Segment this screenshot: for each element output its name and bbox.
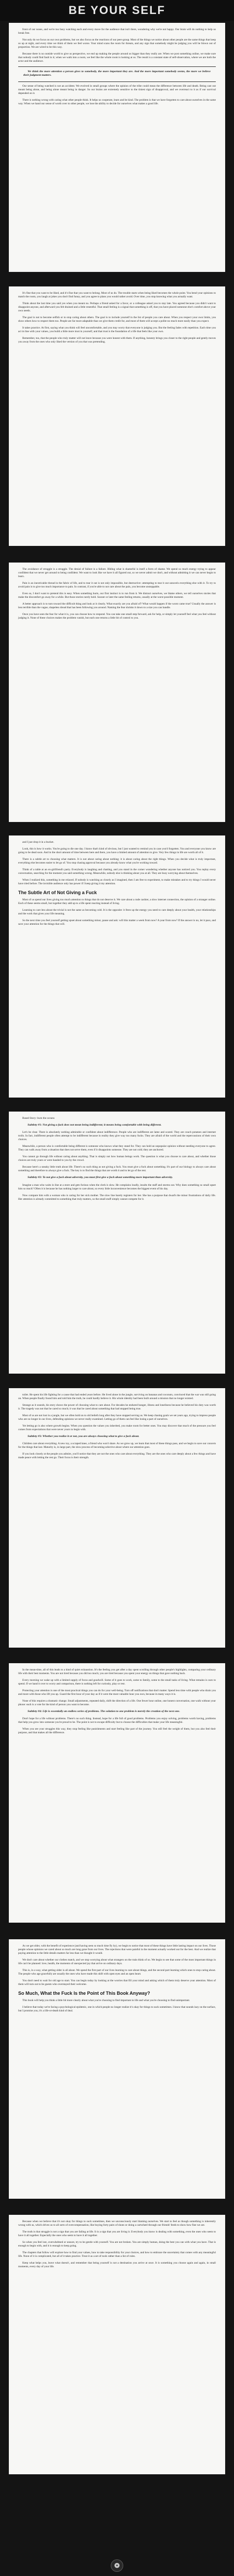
pull-quote: Subtlety #3: Whether you realize it or not, you are always choosing what to give a fuck about. [28, 1435, 139, 1438]
site-header [0, 0, 234, 21]
pull-quote: Subtlety #4: Life is essentially an endless series of problems. The solution to one problem is merely the creation of the next one. [28, 1710, 180, 1713]
divider [18, 66, 216, 67]
paragraph: Protecting your attention is one of the most practical things you can do for your well-being. Turn off notifications that don't matter. Spend less time with people who drain you and more with those who lift you up. Guard the first hour of your day as if it were the most valuable hour you own, because in many ways it is. [18, 1689, 216, 1696]
paragraph: We don't care about whether our clothes match, and we stop worrying about what strangers on the train think of us. We begin to see that some of the most important things in life can't be planned: love, health, the moments of unexpected joy that arrive on ordinary days. [18, 1958, 216, 1965]
paragraph: Think of a table at an ex-girlfriend's party. Everybody is laughing and chatting, and you stand in the corner wondering whether anyone has noticed you. You replay every conversation, searching for the moment you said something wrong. Meanwhile, nobody else is thinking about you at all. They are busy worrying about themselves. [18, 868, 216, 875]
paragraph: Every morning we wake up with a limited supply of focus and goodwill. Some of it goes to work, some to family, some to the small tasks of living. What remains is ours to spend. If we hand it over to worry and comparison, there is nothing left for curiosity, play or rest. [18, 1679, 216, 1686]
paragraph: Pain is an inextricable thread in the fabric of life, and to tear it out is not only impossible, but destructive: attempting to tear it out unravels everything else with it. To try to avoid pain is to give too much importance to pain. In contrast, if you're able to not care about the pain, you become unstoppable. [18, 582, 216, 588]
paragraph: It's fine that you want to be liked, and it's fine that you want to belong. Most of us do. The trouble starts when being liked becomes the whole point. You bend your opinions to match the room, you laugh at jokes you don't find funny, and you agree to plans you would rather avoid. Over time, you stop knowing what you actually want. [18, 292, 216, 298]
paragraph: front of our noses, and we're too busy watching each and every move for the audience that isn't there, wondering why we're not happy. Our brain will do nothing to help us break free. [18, 28, 216, 35]
paragraph: You don't need to wait for old age to start. You can begin today by looking at the worries that fill your mind and asking which of them truly deserve your attention. Most of them will turn out to be guests who overstayed their welcome. [18, 1979, 216, 1986]
book-page [9, 1939, 225, 2199]
paragraph: Learning to care less about the trivial is not the same as becoming cold. It is the opposite: it frees up the energy you need to care deeply about your health, your relationships and the work that gives your life meaning. [18, 909, 216, 915]
book-page [9, 563, 225, 822]
paragraph: Because here's a sneaky little truth about life. There's no such thing as not giving a fuck. You must give a fuck about something. It's part of our biology to always care about something and therefore to always give a fuck. The key is to find the things that are worth it and to let go of the rest. [18, 1166, 216, 1173]
paragraph: The goal is not to become selfish or to stop caring about others. The goal is to include yourself in the list of people you care about. When you respect your own limits, you show others how to respect them too. People are far more adaptable than we give them credit for, and most of them will accept a polite no much more easily than you expect. [18, 316, 216, 323]
paragraph: If you look closely at the people you admire, you'll notice that they are not the ones who care about everything. They are the ones who care deeply about a few things and have made peace with letting the rest go. Their focus is their strength. [18, 1453, 216, 1460]
site-title: BE YOUR SELF [68, 4, 166, 17]
paragraph: Imagine a man who waits in line at a store and gets furious when the clerk is slow. He complains loudly, insults the staff and storms out. Why does something so small upset him so much? Often it is because he has nothing larger to care about, so every little inconvenience becomes the biggest event of his day. [18, 1183, 216, 1190]
paragraph: So when you feel lost, overwhelmed or unsure, try to be gentle with yourself. You are not broken. You are simply human, doing the best you can with what you have. That is enough to begin with, and it is enough to keep going. [18, 2241, 216, 2248]
book-page [9, 23, 225, 272]
paragraph: Even so, I don't want to pretend this is easy. When something hurts, our first instinct is to run from it. We distract ourselves, we blame others, we tell ourselves stories that make the discomfort go away for a while. But those stories rarely hold. Sooner or later the same feeling returns, usually at the worst possible moment. [18, 592, 216, 599]
divider [18, 81, 216, 82]
section-heading: The Subtle Art of Not Giving a Fuck [18, 890, 97, 895]
paragraph: Not only do we focus on our own problems, but we also focus on the reactions of our peer-group. Most of the things we notice about other people are the same things that keep us up at night, and every time we think of them we feel worse. Your mind scans the room for threats, and any sign that somebody might be judging you will be blown out of proportion. We are wired to be this way. [18, 38, 216, 49]
paragraph: Based Story: burn the oceans [22, 1117, 55, 1120]
book-page [9, 835, 225, 1098]
paragraph: When you see your struggles this way, they stop feeling like punishments and start feeling like part of the journey. You still feel the weight of them, but you also feel their purpose, and that makes all the difference. [18, 1728, 216, 1735]
paragraph: toilet. He spent his life fighting for a cause that had ended years before. He lived alone in the jungle, surviving on bananas and coconuts, convinced that the war was still going on. When people finally found him and told him the truth, he could hardly believe it. His whole identity had been built around a mission that no longer existed. [18, 1393, 216, 1400]
paragraph: Children care about everything. A new toy, a scraped knee, a friend who won't share. As we grow up, we learn that most of these things pass, and we begin to save our concern for the things that last. Maturity is, in large part, the slow process of becoming selective about where our attention goes. [18, 1442, 216, 1449]
pull-quote: Subtlety #1: Not giving a fuck does not mean being indifferent; it means being comfortable with being different. [28, 1123, 162, 1127]
paragraph: The chapters that follow will explore how to find your values, how to take responsibility for your choices, and how to embrace the uncertainty that comes with any meaningful life. None of it is complicated, but all of it takes practice. Treat it as a set of tools rather than a list of rules. [18, 2251, 216, 2258]
paragraph: In the mean-time, all of this leads to a kind of quiet exhaustion. It's the feeling you get after a day spent scrolling through other people's highlights, comparing your ordinary life with their best moments. You are not tired because you did too much; you are tired because you spent your energy on things that gave nothing back. [18, 1668, 216, 1675]
paragraph: Our sense of being watched is not an accident. We evolved in small groups where the opinion of the tribe could mean the difference between life and death. Being cast out meant being alone, and being alone meant being in danger. So our brains are extremely sensitive to the tiniest sign of disapproval, and we overreact to it as if our survival depended on it. [18, 84, 216, 95]
paragraph: There is nothing wrong with caring what other people think. It helps us cooperate, learn and be kind. The problem is that we have forgotten to care about ourselves in the same way. When we hand our sense of worth over to other people, we lose the ability to decide for ourselves what makes a good life. [18, 98, 216, 105]
paragraph: So the next time you feel yourself getting upset about something minor, pause and ask: will this matter a week from now? A year from now? If the answer is no, let it pass, and save your attention for the things that will. [18, 919, 216, 926]
book-page [9, 1663, 225, 1923]
paragraph: As we get older, with the benefit of experience (and having seen so much time fly by), we begin to notice that most of these things have little lasting impact on our lives. Those people whose opinions we cared about so much are long gone from our lives. The rejections that were painful in the moment actually worked out for the best. And we realize that paying attention to the little details matters far less than we thought it would. [18, 1944, 216, 1955]
paragraph: Keep what helps you, leave what doesn't, and remember that being yourself is not a destination you arrive at once. It is something you choose again and again, in small moments, every day of your life. [18, 2262, 216, 2268]
book-page [9, 2215, 225, 2474]
paragraph: Look, this is how it works. You're going to die one day. I know that's kind of obvious, but I just wanted to remind you in case you'd forgotten. You and everyone you know are going to be dead soon. And in the short amount of time between here and there, you have a limited amount of attention to give. Very few things in life are worth all of it. [18, 847, 216, 854]
paragraph: Yet letting go is also where growth begins. When you question the values you inherited, you make room for better ones. You may discover that much of the pressure you feel comes from expectations that were never yours to begin with. [18, 1424, 216, 1431]
paragraph: This is, in a way, what getting older is all about. We spend the first part of our lives learning to care about things, and the second part learning which ones to stop caring about. The people who age gracefully are usually the ones who have made this shift with open eyes and an open heart. [18, 1969, 216, 1976]
paragraph: Most of us are not lost in a jungle, but we often hold on to old beliefs long after they have stopped serving us. We keep chasing goals we set years ago, trying to impress people who are no longer in our lives, defending opinions we never really examined. Letting go of them can feel like losing a part of ourselves. [18, 1414, 216, 1421]
paragraph: Think about the last time you said yes when you meant no. Perhaps a friend asked for a favor, or a colleague asked you to stay late. You agreed because you didn't want to disappoint anyone, and afterward you felt drained and a little resentful. That small feeling is a signal that something is off, that you have placed someone else's comfort above your own needs. [18, 302, 216, 312]
paragraph: Now compare him with a woman who is caring for her sick mother. The slow line barely registers for her. She has a purpose that dwarfs the minor frustrations of daily life. Her attention is already committed to something that truly matters, so the small stuff simply cannot compete for it. [18, 1194, 216, 1201]
paragraph: I believe that today we're facing a psychological epidemic, one in which people no longer realize it's okay for things to suck sometimes. I know that sounds lazy on the surface, but I promise you, it's a life-or-death kind of deal. [18, 2006, 216, 2012]
paragraph: There is a subtle art to choosing what matters. It is not about caring about nothing; it is about caring about the right things. When you decide what is truly important, everything else becomes easier to let go of. You stop chasing approval because you already know what you're working toward. [18, 858, 216, 865]
book-page [9, 286, 225, 546]
paragraph: Most of us spend our lives giving too much attention to things that do not deserve it. We care about a rude cashier, a slow internet connection, the opinion of a stranger online. Each of these seems small, but together they add up to a life spent reacting instead of living. [18, 898, 216, 905]
paragraph: Don't hope for a life without problems. There's no such thing. Instead, hope for a life full of good problems. Problems you enjoy solving, problems worth having, problems that help you grow into someone you're proud to be. The point is not to escape difficulty but to choose the difficulties that make your life meaningful. [18, 1717, 216, 1724]
section-heading: So Much, What the Fuck Is the Point of This Book Anyway? [18, 1991, 150, 1996]
paragraph: Because when we believe that it's not okay for things to suck sometimes, then we unconsciously start blaming ourselves. We start to feel as though something is inherently wrong with us, which drives us to all sorts of overcompensation, like buying forty pairs of shoes or doing a cartwheel through our friends' feeds to show how fine we are. [18, 2220, 216, 2227]
paragraph: Meanwhile, a person who is comfortable being different is someone who knows what they stand for. They can hold an unpopular opinion without needing everyone to agree. They can walk away from a situation that does not serve them, even if it disappoints someone. They are not cold; they are anchored. [18, 1145, 216, 1152]
paragraph: and I just drop it in a bucket. [22, 841, 54, 844]
paragraph: The truth is that struggle is not a sign that you are failing at life. It is a sign that you are living it. Everybody you know is dealing with something, even the ones who seem to have it all together. Especially the ones who seem to have it all together. [18, 2230, 216, 2237]
book-page [9, 1112, 225, 1374]
paragraph: When I realized this, something in me relaxed. If nobody is watching as closely as I imagined, then I am free to experiment, to make mistakes and to try things I would never have tried before. The invisible audience only has power if I keep giving it my attention. [18, 879, 216, 885]
book-page [9, 1388, 225, 1648]
paragraph: A better approach is to turn toward the difficult thing and look at it clearly. What exactly are you afraid of? What would happen if the worst came true? Usually the answer is less terrible than the vague, shapeless dread that has been following you around. Naming the fear shrinks it down to a size you can handle. [18, 602, 216, 609]
paragraph: The avoidance of struggle is a struggle. The denial of failure is a failure. Hiding what is shameful is itself a form of shame. We spend so much energy trying to appear confident that we never get around to being confident. We want to look like we have it all figured out, so we never admit we don't, and without admitting it we can never begin to learn. [18, 568, 216, 578]
pull-quote: Subtlety #2: To not give a fuck about adversity, you must first give a fuck about something more important than adversity. [28, 1176, 173, 1180]
paragraph: Because there is no outside world to give us perspective, we end up making the people around us bigger than they really are. When we post something online, we make sure that nobody could find fault in it; when we walk into a room, we feel like the whole room is looking at us. The result is a constant state of self-observation, where we are both the actor and the audience. [18, 52, 216, 63]
paragraph: You cannot go through life without caring about anything. That is simply not how human beings work. The question is what you choose to care about, and whether those choices are truly yours or were handed to you by the crowd. [18, 1155, 216, 1162]
pull-quote: We think the more attention a person gives to somebody, the more important they are. And the more important somebody seems, the more we believe their judgment matters. [23, 70, 211, 77]
paragraph: Remember, too, that the people who truly matter will not leave because you were honest with them. If anything, honesty brings you closer to the right people and gently moves you away from the ones who only liked the version of you that was pretending. [18, 337, 216, 344]
paragraph: Once you have seen the fear for what it is, you can choose how to respond. You can take one small step forward, ask for help, or simply let yourself feel what you feel without judging it. None of these choices makes the problem vanish, but each one returns a little bit of control to you. [18, 613, 216, 620]
paragraph: It takes practice. At first, saying what you think will feel uncomfortable, and you may worry that everyone is judging you. But the feeling fades with repetition. Each time you act in line with your values, you build a little more trust in yourself, and that trust is the foundation of a life that feels like your own. [18, 326, 216, 333]
paragraph: This book will help you think a little bit more clearly about what you're choosing to find important in life and what you're choosing to find unimportant. [22, 1999, 190, 2002]
site-logo-icon: ❂ [111, 2559, 123, 2572]
paragraph: None of this requires a dramatic change. Small adjustments, repeated daily, shift the direction of a life. One fewer hour online, one honest conversation, one walk without your phone: each is a vote for the kind of person you want to become. [18, 1700, 216, 1706]
paragraph: Let's be clear. There is absolutely nothing admirable or confident about indifference. People who are indifferent are lame and scared. They are couch potatoes and internet trolls. In fact, indifferent people often attempt to be indifferent because in reality they give way too many fucks. They are afraid of the world and the repercussions of their own choices. [18, 1131, 216, 1142]
paragraph: Strange as it sounds, his story shows the power of choosing what to care about. For decades he endured hunger, illness and loneliness because he believed his duty was worth it. The tragedy was not that he cared so much; it was that he cared about something that had stopped being true. [18, 1404, 216, 1410]
